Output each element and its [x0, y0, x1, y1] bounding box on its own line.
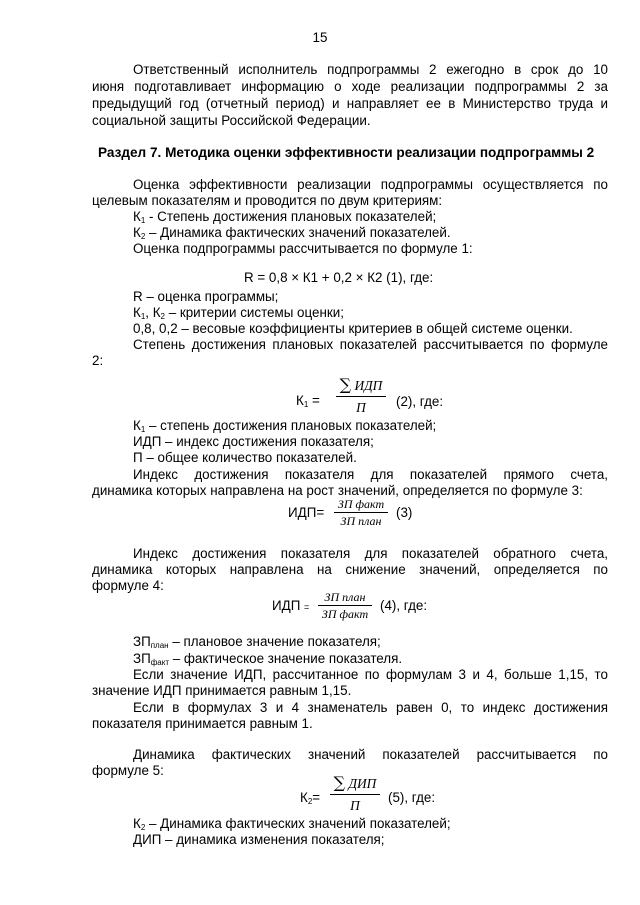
f2-intro-line-1: Степень достижения плановых показателей рассчитывается по формуле	[133, 337, 608, 352]
formula-3-bar	[334, 512, 388, 513]
section-title: Раздел 7. Методика оценки эффективности реализации подпрограммы 2	[98, 145, 595, 160]
zero-line-1: Если в формулах 3 и 4 знаменатель равен 0, то индекс достижения	[133, 700, 608, 715]
f4-intro-line-3: формуле 4:	[92, 578, 164, 593]
formula-2-numerator: ∑ ИДП	[339, 375, 383, 394]
p-definition: П – общее количество показателей.	[133, 450, 357, 465]
f4-intro-line-2: динамика которых направлена на снижение значений, определяется по	[92, 562, 608, 577]
weights-definition: 0,8, 0,2 – весовые коэффициенты критериев в общей системе оценки.	[133, 321, 573, 336]
k2-definition: $К_2$ – Динамика фактических значений показателей;	[133, 816, 451, 832]
formula-2-denominator: П	[356, 400, 366, 415]
k1-line: $К_1$ - Степень достижения плановых показателей;	[133, 209, 437, 225]
formula-3-lhs: ИДП=	[288, 505, 325, 520]
formula-5-fraction	[330, 773, 380, 813]
f1-intro: Оценка подпрограммы рассчитывается по формуле 1:	[133, 241, 473, 256]
k-definition: $К_1$, $К_2$ – критерии системы оценки;	[133, 305, 344, 321]
formula-4-fraction	[318, 590, 372, 621]
f5-intro-line-2: формуле 5:	[92, 763, 164, 778]
formula-5-tail: (5), где:	[388, 790, 436, 805]
formula-3-tail: (3)	[396, 505, 413, 520]
formula-2-lhs: $К_1$ =	[296, 393, 320, 409]
formula-4-tail: (4), где:	[380, 598, 428, 613]
p1-line-3: предыдущий год (отчетный период) и направляет ее в Министерство труда и	[92, 96, 608, 111]
zp-plan-definition: $ЗП_{план}$ – плановое значение показателя;	[133, 634, 381, 650]
formula-4-bar	[318, 605, 372, 606]
p2-line-1: Оценка эффективности реализации подпрограммы осуществляется по	[133, 177, 608, 192]
idp-definition: ИДП – индекс достижения показателя;	[133, 434, 374, 449]
formula-5-bar	[330, 794, 380, 795]
formula-5-lhs: $К_2=$	[300, 790, 321, 806]
formula-4-numerator: ЗП план	[324, 590, 366, 604]
f5-intro-line-1: Динамика фактических значений показателей рассчитывается по	[133, 747, 608, 762]
formula-1: R = 0,8 × К1 + 0,2 × К2 (1), где:	[244, 270, 434, 285]
p1-line-2: июня подготавливает информацию о ходе реализации подпрограммы 2 за	[92, 79, 608, 94]
f4-intro-line-1: Индекс достижения показателя для показателей обратного счета,	[133, 546, 608, 561]
k2-line: $К_2$ – Динамика фактических значений показателей.	[133, 225, 451, 241]
f3-intro-line-1: Индекс достижения показателя для показателей прямого счета,	[133, 467, 608, 482]
cap-line-1: Если значение ИДП, рассчитанное по формулам 3 и 4, больше 1,15, то	[133, 667, 608, 682]
zp-fact-definition: $ЗП_{факт}$ – фактическое значение показателя.	[133, 651, 403, 667]
formula-4-lhs: ИДП =	[272, 598, 310, 613]
page-number: 15	[312, 30, 328, 45]
k1-definition: $К_1$ – степень достижения плановых показателей;	[133, 418, 437, 434]
f3-intro-line-2: динамика которых направлена на рост значений, определяется по формуле 3:	[92, 483, 583, 498]
formula-2-tail: (2), где:	[396, 394, 444, 409]
p2-line-2: целевым показателям и проводится по двум критериям:	[92, 193, 443, 208]
zero-line-2: показателя принимается равным 1.	[92, 716, 313, 731]
formula-2-fraction	[336, 375, 386, 415]
formula-5-numerator: ∑ ДИП	[333, 773, 377, 792]
p1-line-1: Ответственный исполнитель подпрограммы 2 ежегодно в срок до 10	[133, 62, 608, 77]
f2-intro-line-2: 2:	[92, 353, 104, 368]
p1-line-4: социальной защиты Российской Федерации.	[92, 113, 371, 128]
cap-line-2: значение ИДП принимается равным 1,15.	[92, 683, 352, 698]
formula-4-denominator: ЗП факт	[321, 607, 369, 621]
formula-5-denominator: П	[350, 798, 360, 813]
dip-definition: ДИП – динамика изменения показателя;	[133, 832, 385, 847]
r-definition: R – оценка программы;	[133, 289, 279, 304]
formula-2-bar	[336, 396, 386, 397]
formula-3-numerator: ЗП факт	[337, 497, 385, 511]
formula-3-fraction	[334, 497, 388, 528]
formula-3-denominator: ЗП план	[340, 514, 382, 528]
